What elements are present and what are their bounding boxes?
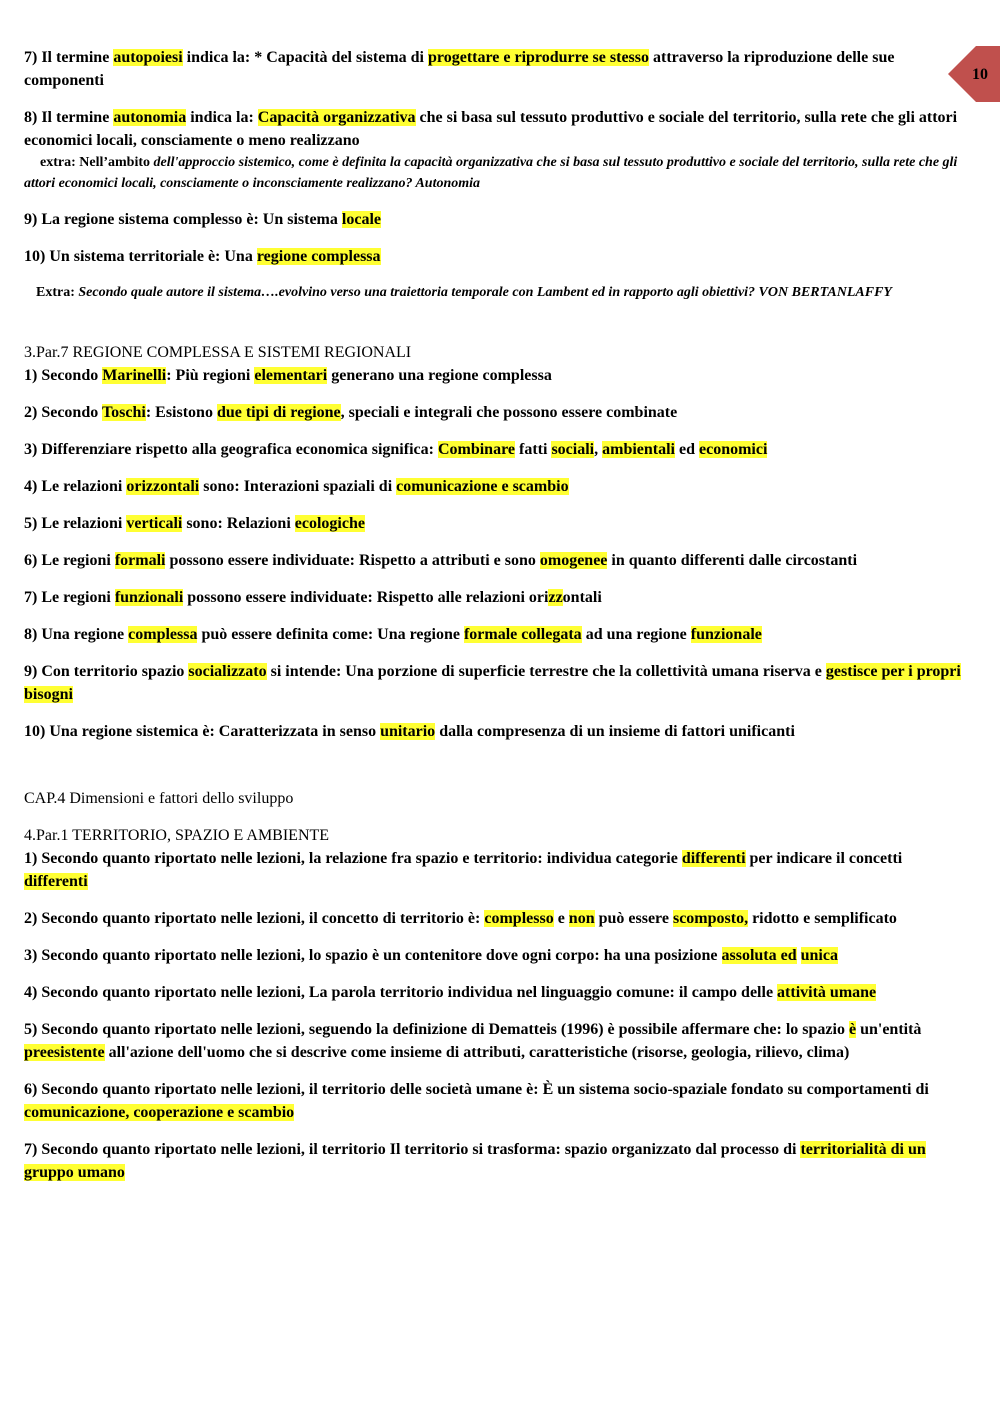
extra-note-bertalanffy: Extra: Secondo quale autore il sistema….evolvino verso una traiettoria temporale con Lambent ed in rapporto agli obiettivi? VON BERTANLAFFY: [36, 285, 892, 300]
document-page: [24, 46, 964, 1198]
extra-note-autonomia: extra: Nell’ambito dell'approccio sistemico, come è definita la capacità organizzativa che si basa sul tessuto produttivo e sociale del territorio, sulla rete che gli attori economici locali, consciamente o inconsciamente realizzano? Autonomia: [24, 155, 958, 191]
highlight: autonomia: [113, 109, 187, 126]
section-heading-3-7: 3.Par.7 REGIONE COMPLESSA E SISTEMI REGIONALI: [24, 344, 412, 361]
question-concetto-territorio: 2) Secondo quanto riportato nelle lezioni, il concetto di territorio è: complesso e non può essere scomposto, ridotto e semplificato: [24, 910, 897, 927]
highlight: Capacità organizzativa: [257, 109, 416, 126]
highlight: differenti: [24, 873, 88, 890]
highlight: orizzontali: [126, 478, 200, 495]
highlight: differenti: [681, 850, 746, 867]
section-heading-4-1: 4.Par.1 TERRITORIO, SPAZIO E AMBIENTE: [24, 827, 330, 844]
highlight: comunicazione, cooperazione e scambio: [24, 1104, 295, 1121]
question-spazio-contenitore: 3) Secondo quanto riportato nelle lezioni, lo spazio è un contenitore dove ogni corpo: ha una posizione assoluta ed unica: [24, 947, 838, 964]
question-territorio-trasforma: 7) Secondo quanto riportato nelle lezioni, il territorio Il territorio si trasforma: spazio organizzato dal processo di territorialità di un gruppo umano: [24, 1141, 926, 1181]
question-regioni-formali: 6) Le regioni formali possono essere individuate: Rispetto a attributi e sono omogenee in quanto differenti dalle circostanti: [24, 552, 858, 569]
highlight: ambientali: [602, 441, 675, 458]
highlight: assoluta ed: [721, 947, 797, 964]
highlight: preesistente: [24, 1044, 105, 1061]
highlight: ecologiche: [294, 515, 365, 532]
question-relazioni-orizzontali: 4) Le relazioni orizzontali sono: Interazioni spaziali di comunicazione e scambio: [24, 478, 569, 495]
highlight: regione complessa: [256, 248, 381, 265]
question-marinelli: 1) Secondo Marinelli: Più regioni elementari generano una regione complessa: [24, 367, 552, 384]
question-autonomia: 8) Il termine autonomia indica la: Capacità organizzativa che si basa sul tessuto produttivo e sociale del territorio, sulla rete che gli attori economici locali, consciamente o meno realizzano: [24, 109, 958, 149]
question-relazioni-verticali: 5) Le relazioni verticali sono: Relazioni ecologiche: [24, 515, 365, 532]
highlight: territorialità di un gruppo umano: [24, 1141, 926, 1181]
highlight: economici: [699, 441, 768, 458]
question-differenziare: 3) Differenziare rispetto alla geografica economica significa: Combinare fatti sociali, ambientali ed economici: [24, 441, 768, 458]
highlight: Marinelli: [102, 367, 167, 384]
question-regioni-funzionali: 7) Le regioni funzionali possono essere individuate: Rispetto alle relazioni orizzontali: [24, 589, 602, 606]
highlight: unica: [800, 947, 838, 964]
highlight: unitario: [380, 723, 436, 740]
highlight: locale: [341, 211, 381, 228]
highlight: socializzato: [188, 663, 267, 680]
highlight: elementari: [254, 367, 328, 384]
chapter-heading: CAP.4 Dimensioni e fattori dello sviluppo: [24, 790, 294, 807]
page-number: 10: [972, 66, 988, 83]
highlight: sociali: [551, 441, 595, 458]
highlight: non: [568, 910, 595, 927]
question-regione-complessa: 8) Una regione complessa può essere definita come: Una regione formale collegata ad una regione funzionale: [24, 626, 762, 643]
question-territorio-societa: 6) Secondo quanto riportato nelle lezioni, il territorio delle società umane è: È un sistema socio-spaziale fondato su comportamenti di comunicazione, cooperazione e scambio: [24, 1081, 929, 1121]
question-toschi: 2) Secondo Toschi: Esistono due tipi di regione, speciali e integrali che possono essere combinate: [24, 404, 678, 421]
highlight: omogenee: [539, 552, 608, 569]
question-sistema-territoriale: 10) Un sistema territoriale è: Una regione complessa: [24, 248, 381, 265]
highlight: autopoiesi: [113, 49, 183, 66]
question-regione-sistema: 9) La regione sistema complesso è: Un sistema locale: [24, 211, 381, 228]
highlight: Combinare: [437, 441, 515, 458]
highlight: attività umane: [777, 984, 877, 1001]
highlight: zz: [548, 589, 563, 606]
highlight: formale collegata: [463, 626, 582, 643]
highlight: verticali: [126, 515, 183, 532]
highlight: complesso: [484, 910, 554, 927]
highlight: due tipi di regione: [216, 404, 341, 421]
highlight: formali: [114, 552, 166, 569]
highlight: Toschi: [101, 404, 146, 421]
question-parola-territorio: 4) Secondo quanto riportato nelle lezioni, La parola territorio individua nel linguaggio comune: il campo delle attività umane: [24, 984, 877, 1001]
question-spazio-territorio: 1) Secondo quanto riportato nelle lezioni, la relazione fra spazio e territorio: individua categorie differenti per indicare il concetti differenti: [24, 850, 903, 890]
highlight: complessa: [128, 626, 198, 643]
highlight: comunicazione e scambio: [396, 478, 569, 495]
highlight: scomposto,: [672, 910, 749, 927]
highlight: funzionale: [690, 626, 762, 643]
highlight: funzionali: [114, 589, 184, 606]
question-dematteis: 5) Secondo quanto riportato nelle lezioni, seguendo la definizione di Dematteis (1996) è possibile affermare che: lo spazio è un'entità preesistente all'azione dell'uomo che si descrive come insieme di attributi, caratteristiche (risorse, geologia, rilievo, clima): [24, 1021, 922, 1061]
question-spazio-socializzato: 9) Con territorio spazio socializzato si intende: Una porzione di superficie terrestre che la collettività umana riserva e gestisce per i propri bisogni: [24, 663, 961, 703]
highlight: progettare e riprodurre se stesso: [428, 49, 649, 66]
question-regione-sistemica: 10) Una regione sistemica è: Caratterizzata in senso unitario dalla compresenza di un insieme di fattori unificanti: [24, 723, 795, 740]
highlight: gestisce per i propri bisogni: [24, 663, 961, 703]
highlight: è: [848, 1021, 857, 1038]
question-autopoiesi: 7) Il termine autopoiesi indica la: * Capacità del sistema di progettare e riprodurre se stesso attraverso la riproduzione delle sue componenti: [24, 49, 895, 89]
